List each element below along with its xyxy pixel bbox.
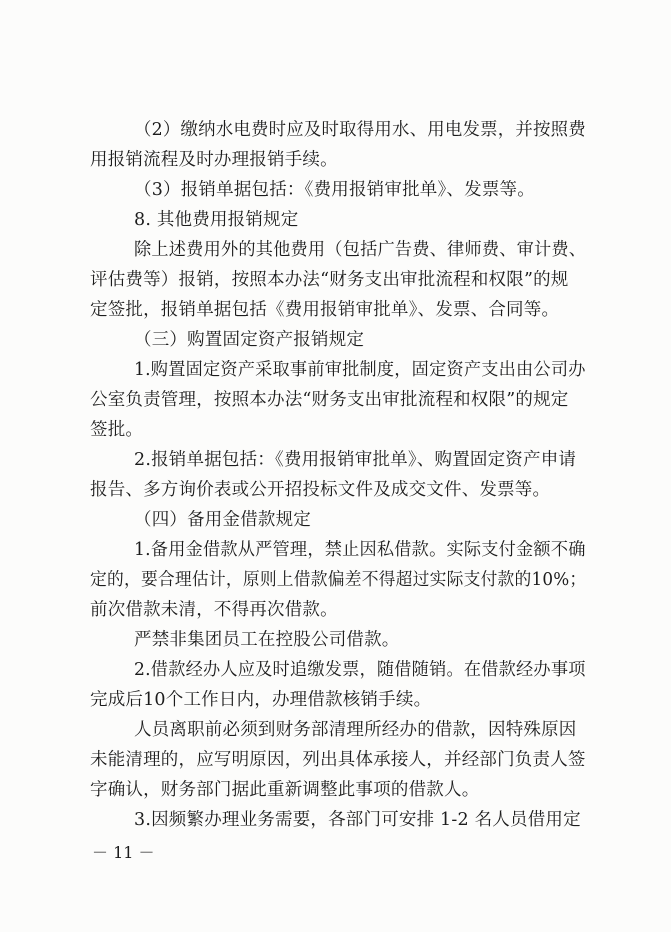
text-line: 未能清理的，应写明原因，列出具体承接人，并经部门负责人签 xyxy=(90,750,586,770)
page-number: － 11 － xyxy=(92,843,155,862)
text-line: 签批。 xyxy=(90,420,144,440)
section-heading: 8. 其他费用报销规定 xyxy=(134,210,299,230)
text-line: 公室负责管理，按照本办法“财务支出审批流程和权限”的规定 xyxy=(90,390,569,410)
text-line: 2.报销单据包括：《费用报销审批单》、购置固定资产申请 xyxy=(134,450,577,470)
text-line: （2）缴纳水电费时应及时取得用水、用电发票，并按照费 xyxy=(134,120,586,140)
text-line: 人员离职前必须到财务部清理所经办的借款，因特殊原因 xyxy=(134,720,577,740)
text-line: 报告、多方询价表或公开招投标文件及成交文件、发票等。 xyxy=(90,480,551,500)
text-line: 定签批，报销单据包括《费用报销审批单》、发票、合同等。 xyxy=(90,300,560,320)
section-heading: （四）备用金借款规定 xyxy=(134,510,311,530)
text-line: （3）报销单据包括：《费用报销审批单》、发票等。 xyxy=(134,180,535,200)
text-line: 用报销流程及时办理报销手续。 xyxy=(90,150,338,170)
text-line: 3.因频繁办理业务需要，各部门可安排 1-2 名人员借用定 xyxy=(134,810,581,830)
section-heading: （三）购置固定资产报销规定 xyxy=(134,330,365,350)
text-line: 严禁非集团员工在控股公司借款。 xyxy=(134,630,400,650)
text-line: 1.备用金借款从严管理，禁止因私借款。实际支付金额不确 xyxy=(134,540,586,560)
text-line: 除上述费用外的其他费用（包括广告费、律师费、审计费、 xyxy=(134,240,587,260)
text-line: 评估费等）报销，按照本办法“财务支出审批流程和权限”的规 xyxy=(90,270,569,290)
text-line: 定的，要合理估计，原则上借款偏差不得超过实际支付款的10%； xyxy=(90,570,587,590)
text-line: 字确认，财务部门据此重新调整此事项的借款人。 xyxy=(90,780,480,800)
text-line: 1.购置固定资产采取事前审批制度，固定资产支出由公司办 xyxy=(134,360,586,380)
text-line: 2.借款经办人应及时追缴发票，随借随销。在借款经办事项 xyxy=(134,660,586,680)
text-line: 完成后10个工作日内，办理借款核销手续。 xyxy=(90,690,432,710)
text-line: 前次借款未清，不得再次借款。 xyxy=(90,600,338,620)
